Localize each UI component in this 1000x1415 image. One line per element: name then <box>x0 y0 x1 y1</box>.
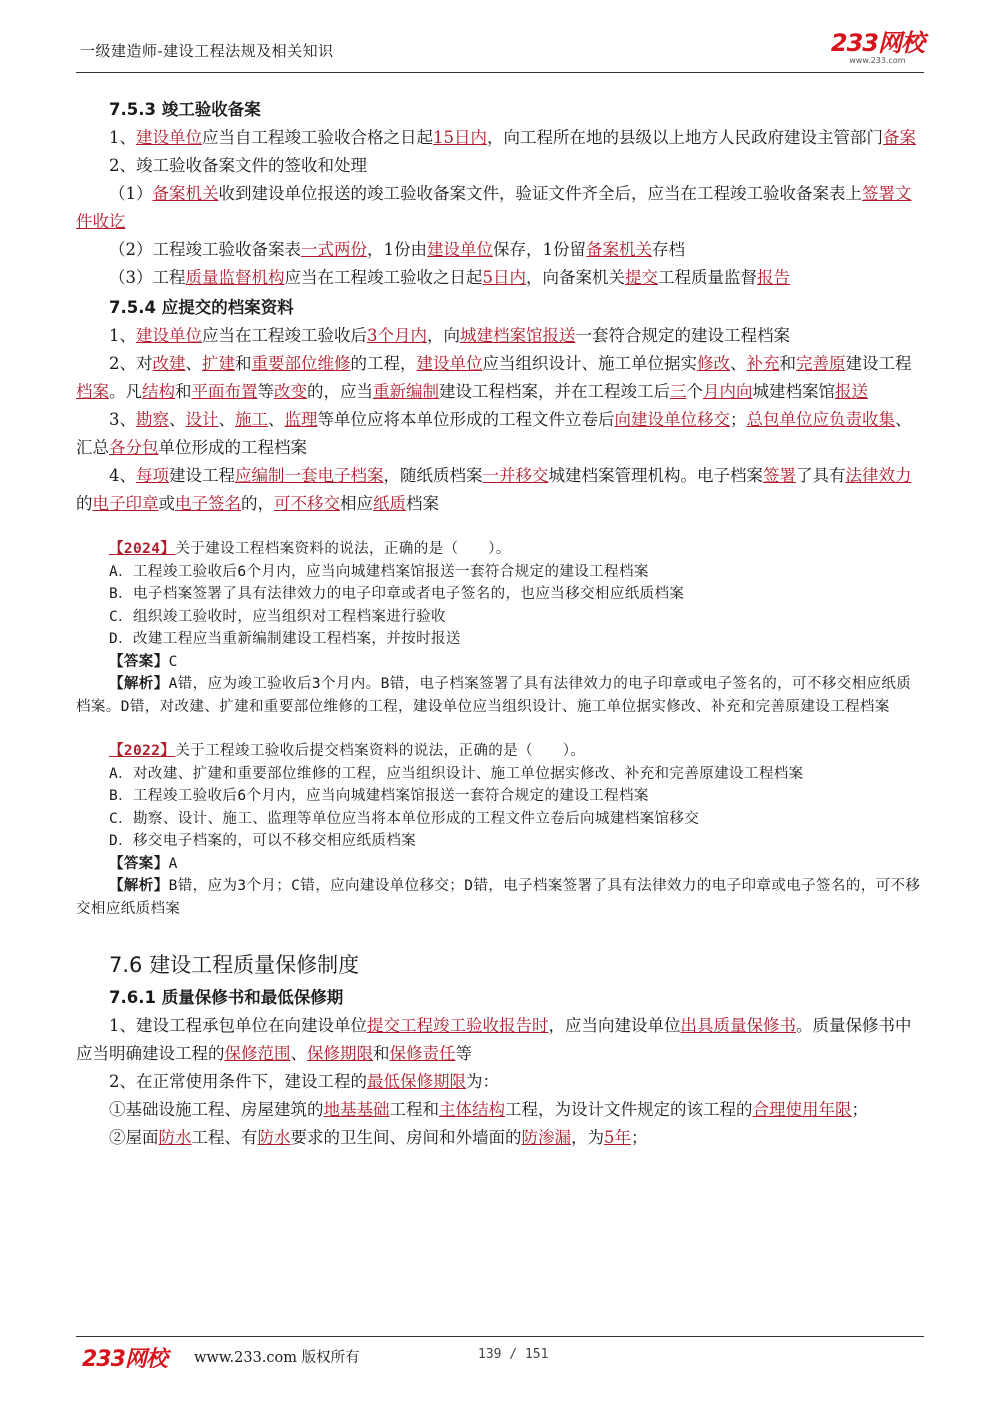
text-run: 1、 <box>109 128 136 147</box>
question-stem <box>76 538 924 561</box>
keyword-highlight: 建设单位 <box>427 240 493 259</box>
text-run: （1） <box>109 184 153 203</box>
keyword-highlight: 备案机关 <box>586 240 652 259</box>
keyword-highlight: 施工 <box>235 410 268 429</box>
keyword-highlight: 15日内 <box>433 128 487 147</box>
option-a: A．对改建、扩建和重要部位维修的工程，应当组织设计、施工单位据实修改、补充和完善原建设工程档案 <box>109 765 804 782</box>
answer-label: 【答案】 <box>109 653 169 670</box>
keyword-highlight: 提交工程竣工验收报告时 <box>367 1016 549 1035</box>
analysis-label: 【解析】 <box>109 878 169 894</box>
keyword-highlight: 建设单位 <box>136 128 202 147</box>
keyword-highlight: 结构 <box>142 382 175 401</box>
text-run: 的，应当 <box>307 382 373 401</box>
text-run: 城建档案馆 <box>752 382 835 401</box>
keyword-highlight: 重要部位维修 <box>251 354 351 373</box>
keyword-highlight: 地基基础 <box>323 1100 390 1119</box>
text-run: 、 <box>169 410 186 429</box>
page-header <box>76 30 924 72</box>
keyword-highlight: 纸质 <box>373 494 406 513</box>
text-run: ； <box>730 410 747 429</box>
copyright-text: www.233.com 版权所有 <box>194 1350 360 1366</box>
text-run: 3、 <box>109 410 136 429</box>
keyword-highlight: 勘察 <box>136 410 169 429</box>
keyword-highlight: 向建设单位移交 <box>614 410 730 429</box>
text-run: 、 <box>290 1044 307 1063</box>
keyword-highlight: 备案机关 <box>152 184 219 203</box>
paragraph <box>76 1068 924 1096</box>
keyword-highlight: 防水 <box>257 1128 291 1147</box>
keyword-highlight: 5年 <box>604 1128 631 1147</box>
keyword-highlight: 总包单位应负责收集 <box>746 410 895 429</box>
page-number: 139 / 151 <box>478 1347 549 1362</box>
paragraph: 2、竣工验收备案文件的签收和处理 <box>109 156 367 175</box>
footer-logo: 233网校 <box>82 1347 167 1372</box>
text-run: ； <box>851 1100 868 1119</box>
text-run: 档案 <box>406 494 439 513</box>
keyword-highlight: 三 <box>670 382 687 401</box>
keyword-highlight: 报送 <box>835 382 868 401</box>
text-run: 应当在工程竣工验收后 <box>202 326 367 345</box>
keyword-highlight: 改建 <box>152 354 186 373</box>
text-run: 。凡 <box>109 382 142 401</box>
text-run: ，为 <box>571 1128 604 1147</box>
text-run: 收到建设单位报送的竣工验收备案文件，验证文件齐全后，应当在工程竣工验收备案表上 <box>218 184 862 203</box>
text-run: 2、对 <box>109 354 153 373</box>
text-run: 、 <box>268 410 285 429</box>
paragraph <box>76 462 924 518</box>
option-a: A．工程竣工验收后6个月内，应当向城建档案馆报送一套符合规定的建设工程档案 <box>109 563 649 580</box>
keyword-highlight: 完善原 <box>796 354 846 373</box>
keyword-highlight: 保修责任 <box>389 1044 456 1063</box>
text-run: 的， <box>241 494 274 513</box>
text-run: ，向工程所在地的县级以上地方人民政府建设主管部门 <box>487 128 883 147</box>
text-run: 或 <box>158 494 175 513</box>
keyword-highlight: 补充 <box>746 354 780 373</box>
text-run: 的工程， <box>350 354 417 373</box>
option-b: B．工程竣工验收后6个月内，应当向城建档案馆报送一套符合规定的建设工程档案 <box>109 788 649 804</box>
keyword-highlight: 最低保修期限 <box>367 1072 466 1091</box>
text-run: 4、 <box>109 466 136 485</box>
brand-logo <box>831 30 924 66</box>
keyword-highlight: 防渗漏 <box>521 1128 571 1147</box>
keyword-highlight: 一并移交 <box>482 466 549 485</box>
keyword-highlight: 监理 <box>284 410 318 429</box>
keyword-highlight: 报告 <box>757 268 790 287</box>
text-run: 的 <box>76 494 93 513</box>
paragraph <box>76 180 924 236</box>
section-heading-754: 7.5.4 应提交的档案资料 <box>109 298 294 317</box>
text-run: 应当组织设计、施工单位据实 <box>482 354 697 373</box>
keyword-highlight: 提交 <box>625 268 658 287</box>
question-year: 【2022】 <box>109 743 176 759</box>
analysis <box>76 875 924 920</box>
option-c: C．勘察、设计、施工、监理等单位应当将本单位形成的工程文件立卷后向城建档案馆移交 <box>109 810 700 827</box>
keyword-highlight: 各分包 <box>109 438 159 457</box>
text-run: 工程、有 <box>191 1128 258 1147</box>
text-run: 工程质量监督 <box>658 268 757 287</box>
text-run: 存档 <box>652 240 685 259</box>
keyword-highlight: 重新编制 <box>373 382 439 401</box>
text-run: 相应 <box>340 494 373 513</box>
keyword-highlight: 备案 <box>883 128 916 147</box>
document-title: 一级建造师-建设工程法规及相关知识 <box>80 42 334 60</box>
text-run: 建设工程 <box>169 466 235 485</box>
text-run: 和 <box>175 382 192 401</box>
answer <box>76 853 924 876</box>
keyword-highlight: 签署 <box>763 466 796 485</box>
paragraph <box>76 1124 924 1152</box>
footer-divider <box>76 1336 924 1337</box>
answer-value: A <box>168 855 178 872</box>
paragraph <box>76 236 924 264</box>
keyword-highlight: 可不移交 <box>274 494 340 513</box>
text-run: 为： <box>466 1072 499 1091</box>
text-run: 应当自工程竣工验收合格之日起 <box>202 128 433 147</box>
text-run: ，1份由 <box>367 240 427 259</box>
keyword-highlight: 每项 <box>136 466 169 485</box>
text-run: 、 <box>185 354 202 373</box>
text-run: 工程和 <box>389 1100 439 1119</box>
keyword-highlight: 档案 <box>76 382 109 401</box>
stem-text: 关于建设工程档案资料的说法，正确的是（ ）。 <box>175 541 511 557</box>
keyword-highlight: 平面布置 <box>191 382 258 401</box>
keyword-highlight: 月内向 <box>703 382 753 401</box>
text-run: 建设工程 <box>845 354 912 373</box>
text-run: 2、在正常使用条件下，建设工程的 <box>109 1072 367 1091</box>
option-d: D．改建工程应当重新编制建设工程档案，并按时报送 <box>109 631 461 647</box>
text-run: 等 <box>257 382 274 401</box>
option-d: D．移交电子档案的，可以不移交相应纸质档案 <box>109 833 417 849</box>
keyword-highlight: 电子签名 <box>175 494 241 513</box>
text-run: ①基础设施工程、房屋建筑的 <box>109 1100 324 1119</box>
paragraph <box>76 1012 924 1068</box>
keyword-highlight: 法律效力 <box>845 466 912 485</box>
logo-text: 233网校 <box>830 29 924 57</box>
keyword-highlight: 电子印章 <box>92 494 159 513</box>
text-run: 。质量保修书中应当明确建设工程的 <box>76 1016 912 1063</box>
paragraph <box>76 350 924 406</box>
paragraph <box>76 1096 924 1124</box>
keyword-highlight: 防水 <box>158 1128 192 1147</box>
keyword-highlight: 一式两份 <box>301 240 367 259</box>
analysis-label: 【解析】 <box>109 676 169 692</box>
text-run: （2）工程竣工验收备案表 <box>109 240 301 259</box>
analysis-text: B错，应为3个月；C错，应向建设单位移交；D错，电子档案签署了具有法律效力的电子印章或电子签名的，可不移交相应纸质档案 <box>76 878 921 917</box>
exam-question-2024 <box>76 538 924 718</box>
keyword-highlight: 扩建 <box>202 354 235 373</box>
answer-label: 【答案】 <box>109 855 169 872</box>
text-run: 和 <box>779 354 796 373</box>
keyword-highlight: 保修范围 <box>224 1044 291 1063</box>
keyword-highlight: 改变 <box>274 382 307 401</box>
keyword-highlight: 5日内 <box>482 268 526 287</box>
keyword-highlight: 出具质量保修书 <box>680 1016 796 1035</box>
keyword-highlight: 3个月内 <box>367 326 427 345</box>
text-run: ，随纸质档案 <box>383 466 483 485</box>
section-heading-761: 7.6.1 质量保修书和最低保修期 <box>109 988 344 1007</box>
paragraph <box>76 124 924 152</box>
text-run: 单位形成的工程档案 <box>158 438 307 457</box>
exam-question-2022 <box>76 740 924 920</box>
keyword-highlight: 建设单位 <box>136 326 202 345</box>
text-run: 1、建设工程承包单位在向建设单位 <box>109 1016 367 1035</box>
option-c: C．组织竣工验收时，应当组织对工程档案进行验收 <box>109 608 446 625</box>
text-run: 应当在工程竣工验收之日起 <box>284 268 483 287</box>
text-run: 工程，为设计文件规定的该工程的 <box>505 1100 753 1119</box>
text-run: 保存，1份留 <box>493 240 586 259</box>
text-run: 、 <box>730 354 747 373</box>
keyword-highlight: 签署文件收讫 <box>76 184 912 231</box>
keyword-highlight: 设计 <box>185 410 219 429</box>
keyword-highlight: 质量监督机构 <box>185 268 285 287</box>
page-footer <box>76 1342 924 1372</box>
answer <box>76 651 924 674</box>
stem-text: 关于工程竣工验收后提交档案资料的说法，正确的是（ ）。 <box>175 743 586 759</box>
keyword-highlight: 城建档案馆报送 <box>460 326 576 345</box>
text-run: ，向 <box>427 326 460 345</box>
chapter-heading-76: 7.6 建设工程质量保修制度 <box>109 953 360 977</box>
text-run: ②屋面 <box>109 1128 159 1147</box>
text-run: 和 <box>235 354 252 373</box>
text-run: 要求的卫生间、房间和外墙面的 <box>290 1128 522 1147</box>
paragraph <box>76 406 924 462</box>
option-b: B．电子档案签署了具有法律效力的电子印章或者电子签名的，也应当移交相应纸质档案 <box>109 586 685 602</box>
keyword-highlight: 保修期限 <box>307 1044 373 1063</box>
question-stem <box>76 740 924 763</box>
text-run: 个 <box>686 382 703 401</box>
text-run: 城建档案管理机构。电子档案 <box>548 466 763 485</box>
text-run: 了具有 <box>796 466 846 485</box>
text-run: （3）工程 <box>109 268 186 287</box>
text-run: 、 <box>218 410 235 429</box>
text-run: 等 <box>455 1044 472 1063</box>
page-content <box>76 94 924 1152</box>
keyword-highlight: 合理使用年限 <box>752 1100 852 1119</box>
analysis <box>76 673 924 718</box>
keyword-highlight: 建设单位 <box>416 354 483 373</box>
text-run: ，向备案机关 <box>526 268 625 287</box>
section-heading-753: 7.5.3 竣工验收备案 <box>109 100 261 119</box>
text-run: 等单位应将本单位形成的工程文件立卷后 <box>317 410 615 429</box>
header-divider <box>76 72 924 73</box>
analysis-text: A错，应为竣工验收后3个月内。B错，电子档案签署了具有法律效力的电子印章或电子签名的，可不移交相应纸质档案。D错，对改建、扩建和重要部位维修的工程，建设单位应当组织设计、施工单位据实修改、补充和完善原建设工程档案 <box>76 676 912 715</box>
text-run: ，应当向建设单位 <box>548 1016 681 1035</box>
text-run: ； <box>631 1128 648 1147</box>
question-year: 【2024】 <box>109 541 176 557</box>
text-run: 1、 <box>109 326 136 345</box>
text-run: 建设工程档案，并在工程竣工后 <box>439 382 670 401</box>
text-run: 和 <box>373 1044 390 1063</box>
paragraph <box>76 264 924 292</box>
keyword-highlight: 应编制一套电子档案 <box>235 466 384 485</box>
paragraph <box>76 322 924 350</box>
text-run: 、汇总 <box>76 410 912 457</box>
keyword-highlight: 主体结构 <box>439 1100 505 1119</box>
answer-value: C <box>168 653 178 670</box>
logo-url: www.233.com <box>849 56 906 65</box>
keyword-highlight: 修改 <box>697 354 730 373</box>
text-run: 一套符合规定的建设工程档案 <box>575 326 790 345</box>
